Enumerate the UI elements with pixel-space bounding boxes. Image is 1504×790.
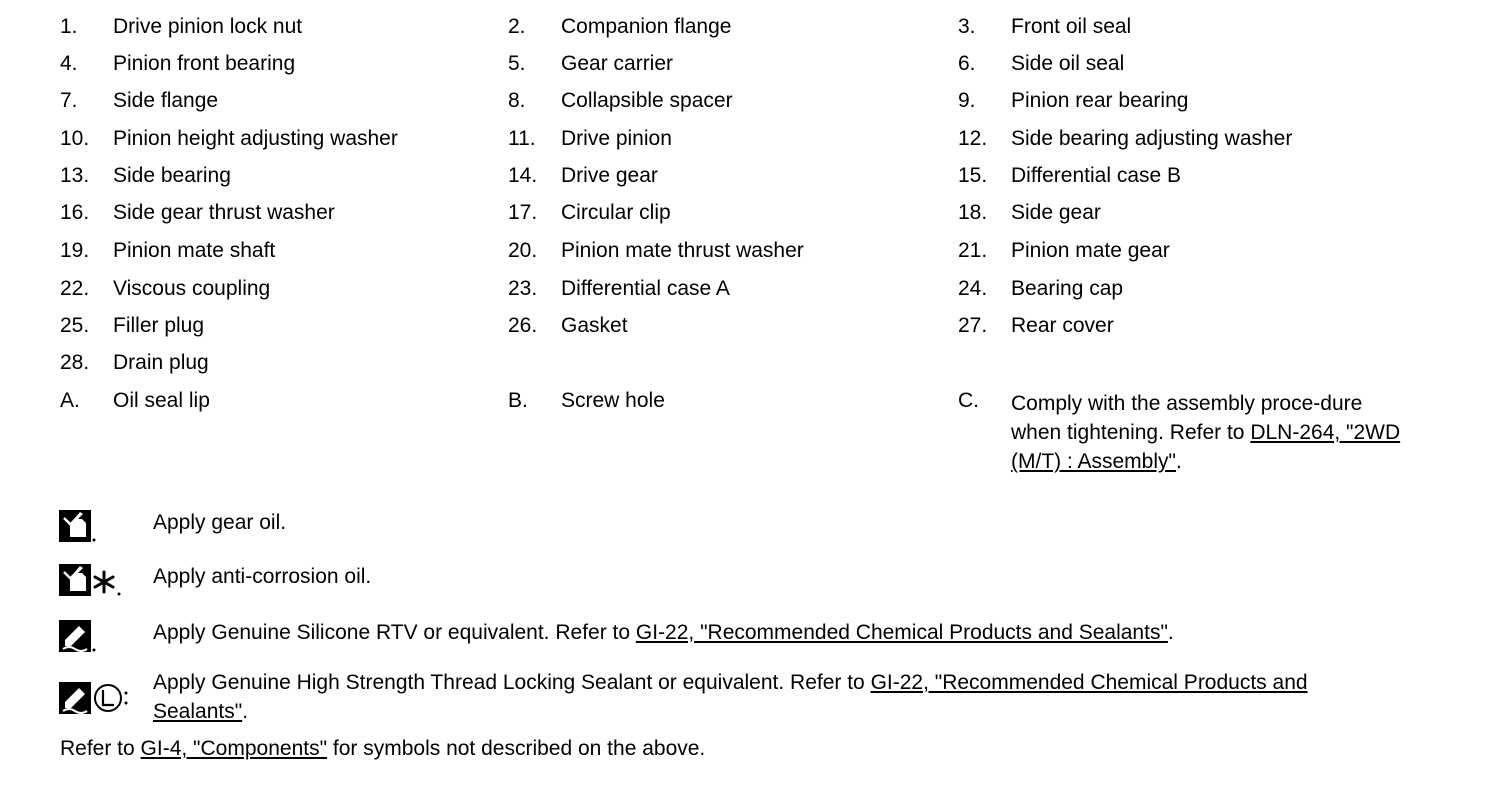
part-number: 22. xyxy=(60,277,90,300)
legend-description xyxy=(153,508,1398,537)
part-name: Drive pinion lock nut xyxy=(113,15,303,38)
part-name: Drain plug xyxy=(113,351,209,374)
assembly-note-body: Comply with the assembly proce-dure when tightening. Refer to xyxy=(1011,392,1363,444)
part-name: Gear carrier xyxy=(561,52,674,75)
sealant-lock-icon xyxy=(59,680,131,716)
part-number: 18. xyxy=(958,201,988,224)
part-number: 23. xyxy=(508,277,538,300)
part-name: Filler plug xyxy=(113,314,205,337)
part-number: 9. xyxy=(958,89,976,112)
part-name: Differential case A xyxy=(561,277,730,300)
legend-text: Apply Genuine Silicone RTV or equivalent. Refer to xyxy=(153,621,636,644)
recommended-chemicals-link[interactable]: GI-22, "Recommended Chemical Products and Sealants" xyxy=(635,621,1168,644)
part-name: Pinion height adjusting washer xyxy=(113,127,398,150)
part-number: 5. xyxy=(508,52,526,75)
footer-suffix: for symbols not described on the above. xyxy=(327,737,706,760)
part-name: Pinion rear bearing xyxy=(1011,89,1189,112)
oil-can-asterisk-icon xyxy=(59,562,123,598)
assembly-note-suffix: . xyxy=(1175,450,1182,473)
part-number: 10. xyxy=(60,127,90,150)
part-number: 13. xyxy=(60,164,90,187)
part-number: 28. xyxy=(60,351,90,374)
part-number: 20. xyxy=(508,239,538,262)
part-name: Side oil seal xyxy=(1011,52,1125,75)
part-name: Side flange xyxy=(113,89,219,112)
part-number: 25. xyxy=(60,314,90,337)
footer-prefix: Refer to xyxy=(60,737,141,760)
part-name: Drive pinion xyxy=(561,127,672,150)
part-number: 4. xyxy=(60,52,78,75)
part-number: 11. xyxy=(508,127,536,150)
part-number: 6. xyxy=(958,52,976,75)
assembly-procedure-link[interactable]: DLN-264, "2WD (M/T) : Assembly" xyxy=(1011,421,1401,473)
part-number: B. xyxy=(508,389,528,412)
legend-suffix: . xyxy=(242,700,249,723)
part-number: 21. xyxy=(958,239,988,262)
part-name: Bearing cap xyxy=(1011,277,1124,300)
part-name: Companion flange xyxy=(561,15,732,38)
sealant-icon xyxy=(59,618,99,654)
part-name: Side bearing adjusting washer xyxy=(1011,127,1293,150)
part-name: Front oil seal xyxy=(1011,15,1132,38)
legend-text: Apply anti-corrosion oil. xyxy=(153,565,372,588)
part-name: Differential case B xyxy=(1011,164,1182,187)
part-name: Circular clip xyxy=(561,201,671,224)
part-number: 17. xyxy=(508,201,538,224)
part-name: Side gear xyxy=(1011,201,1101,224)
part-number: 7. xyxy=(60,89,78,112)
part-name: Drive gear xyxy=(561,164,658,187)
oil-can-icon xyxy=(59,508,99,544)
legend-description xyxy=(153,668,1398,726)
assembly-note-text xyxy=(1011,389,1401,476)
part-number: A. xyxy=(60,389,80,412)
part-number: 1. xyxy=(60,15,78,38)
part-name: Rear cover xyxy=(1011,314,1114,337)
components-link[interactable]: GI-4, "Components" xyxy=(140,737,328,760)
part-number: 27. xyxy=(958,314,988,337)
part-name: Pinion front bearing xyxy=(113,52,296,75)
part-name: Gasket xyxy=(561,314,628,337)
part-number: 8. xyxy=(508,89,526,112)
part-number: 14. xyxy=(508,164,538,187)
legend-text: Apply gear oil. xyxy=(153,511,287,534)
part-number: 2. xyxy=(508,15,526,38)
part-name: Pinion mate thrust washer xyxy=(561,239,804,262)
part-number: 15. xyxy=(958,164,988,187)
part-number: 26. xyxy=(508,314,538,337)
part-name: Viscous coupling xyxy=(113,277,271,300)
part-number: 3. xyxy=(958,15,976,38)
part-name: Pinion mate shaft xyxy=(113,239,276,262)
part-number: 24. xyxy=(958,277,988,300)
part-name: Collapsible spacer xyxy=(561,89,733,112)
part-name: Screw hole xyxy=(561,389,665,412)
footer-note xyxy=(60,737,705,761)
legend-suffix: . xyxy=(1167,621,1174,644)
legend-description xyxy=(153,618,1398,647)
legend-description xyxy=(153,562,1398,591)
part-name: Oil seal lip xyxy=(113,389,210,412)
part-number: C. xyxy=(958,389,979,412)
part-number: 19. xyxy=(60,239,90,262)
part-number: 16. xyxy=(60,201,90,224)
legend-text: Apply Genuine High Strength Thread Locking Sealant or equivalent. Refer to xyxy=(153,671,871,694)
part-name: Side bearing xyxy=(113,164,231,187)
part-name: Side gear thrust washer xyxy=(113,201,335,224)
part-number: 12. xyxy=(958,127,988,150)
recommended-chemicals-link[interactable]: GI-22, "Recommended Chemical Products and Sealants" xyxy=(153,671,1308,723)
part-name: Pinion mate gear xyxy=(1011,239,1170,262)
